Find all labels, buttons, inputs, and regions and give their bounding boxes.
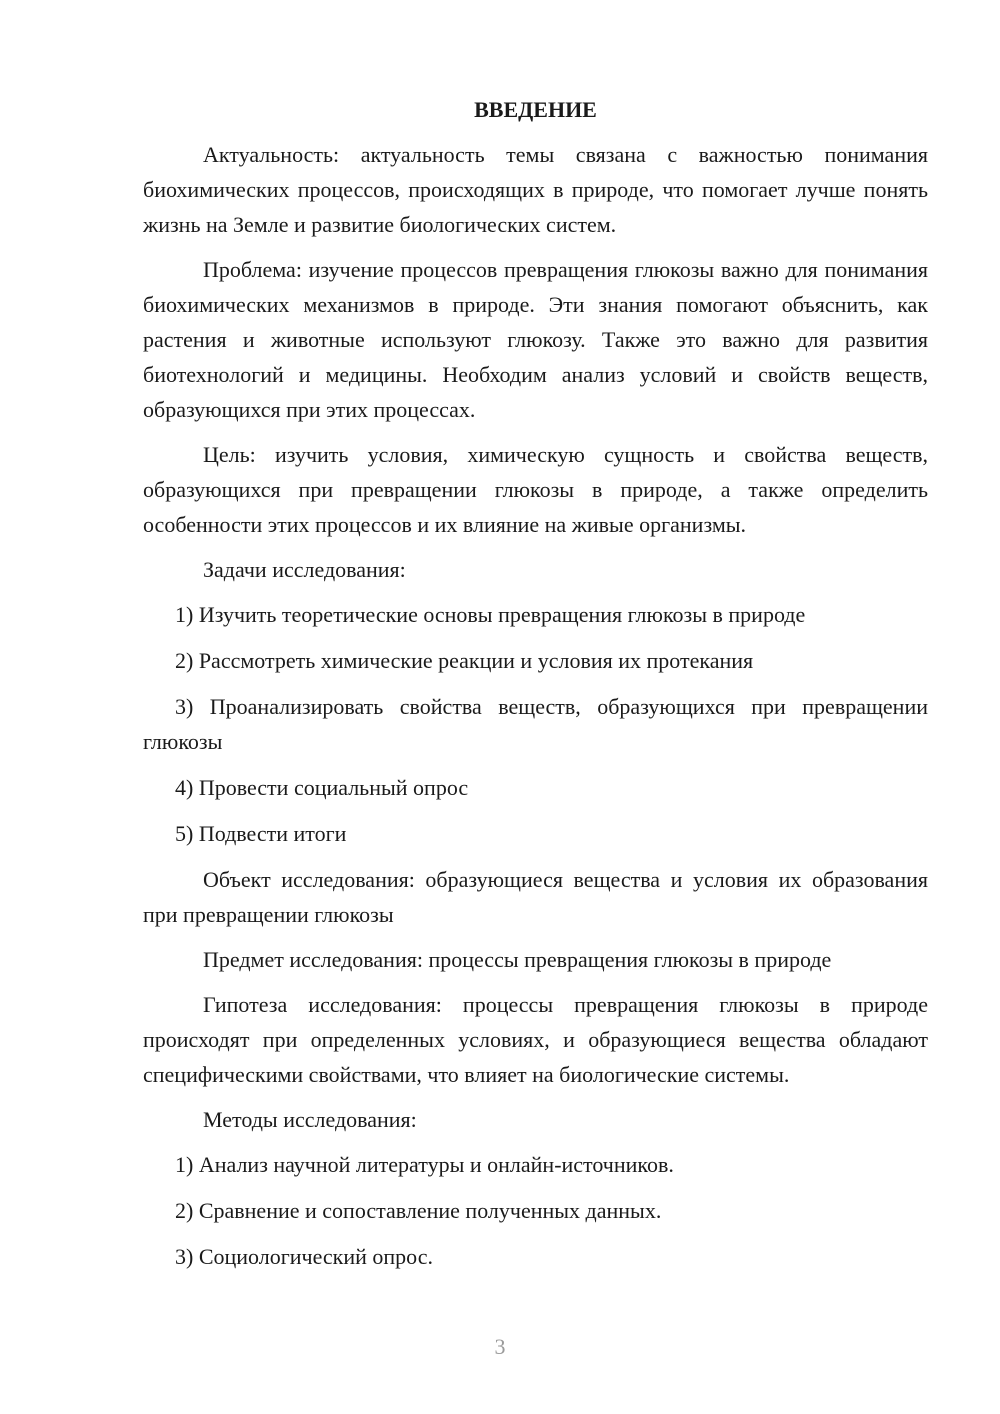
paragraph-subject: Предмет исследования: процессы превращения глюкозы в природе (203, 947, 832, 972)
paragraph-tasks-heading: Задачи исследования: (203, 557, 406, 582)
paragraph-problem: Проблема: изучение процессов превращения глюкозы важно для понимания биохимических механизмов в природе. Эти знания помогают объяснить, как растения и животные используют глюкозу. Также это важно для развития биотехнологий и медицины. Необходим анализ условий и свойств веществ, образующихся при этих процессах. (143, 257, 928, 422)
method-item-1: 1) Анализ научной литературы и онлайн-источников. (175, 1152, 674, 1177)
task-item-4: 4) Провести социальный опрос (175, 775, 469, 800)
task-item-5: 5) Подвести итоги (175, 821, 347, 846)
paragraph-hypothesis: Гипотеза исследования: процессы превращения глюкозы в природе происходят при определенных условиях, и образующиеся вещества обладают специфическими свойствами, что влияет на биологические системы. (143, 992, 928, 1087)
paragraph-relevance: Актуальность: актуальность темы связана с важностью понимания биохимических процессов, происходящих в природе, что помогает лучше понять жизнь на Земле и развитие биологических систем. (143, 142, 928, 237)
method-item-3: 3) Социологический опрос. (175, 1244, 433, 1269)
paragraph-goal: Цель: изучить условия, химическую сущность и свойства веществ, образующихся при превращении глюкозы в природе, а также определить особенности этих процессов и их влияние на живые организмы. (143, 442, 928, 537)
task-item-3: 3) Проанализировать свойства веществ, образующихся при превращении глюкозы (143, 694, 928, 754)
task-item-1: 1) Изучить теоретические основы превращения глюкозы в природе (175, 602, 806, 627)
method-item-2: 2) Сравнение и сопоставление полученных данных. (175, 1198, 662, 1223)
page-number: 3 (494, 1334, 506, 1359)
paragraph-methods-heading: Методы исследования: (203, 1107, 417, 1132)
task-item-2: 2) Рассмотреть химические реакции и условия их протекания (175, 648, 754, 673)
page-title: ВВЕДЕНИЕ (474, 97, 597, 122)
paragraph-object: Объект исследования: образующиеся вещества и условия их образования при превращении глюкозы (143, 867, 928, 927)
page-content (143, 92, 928, 1285)
